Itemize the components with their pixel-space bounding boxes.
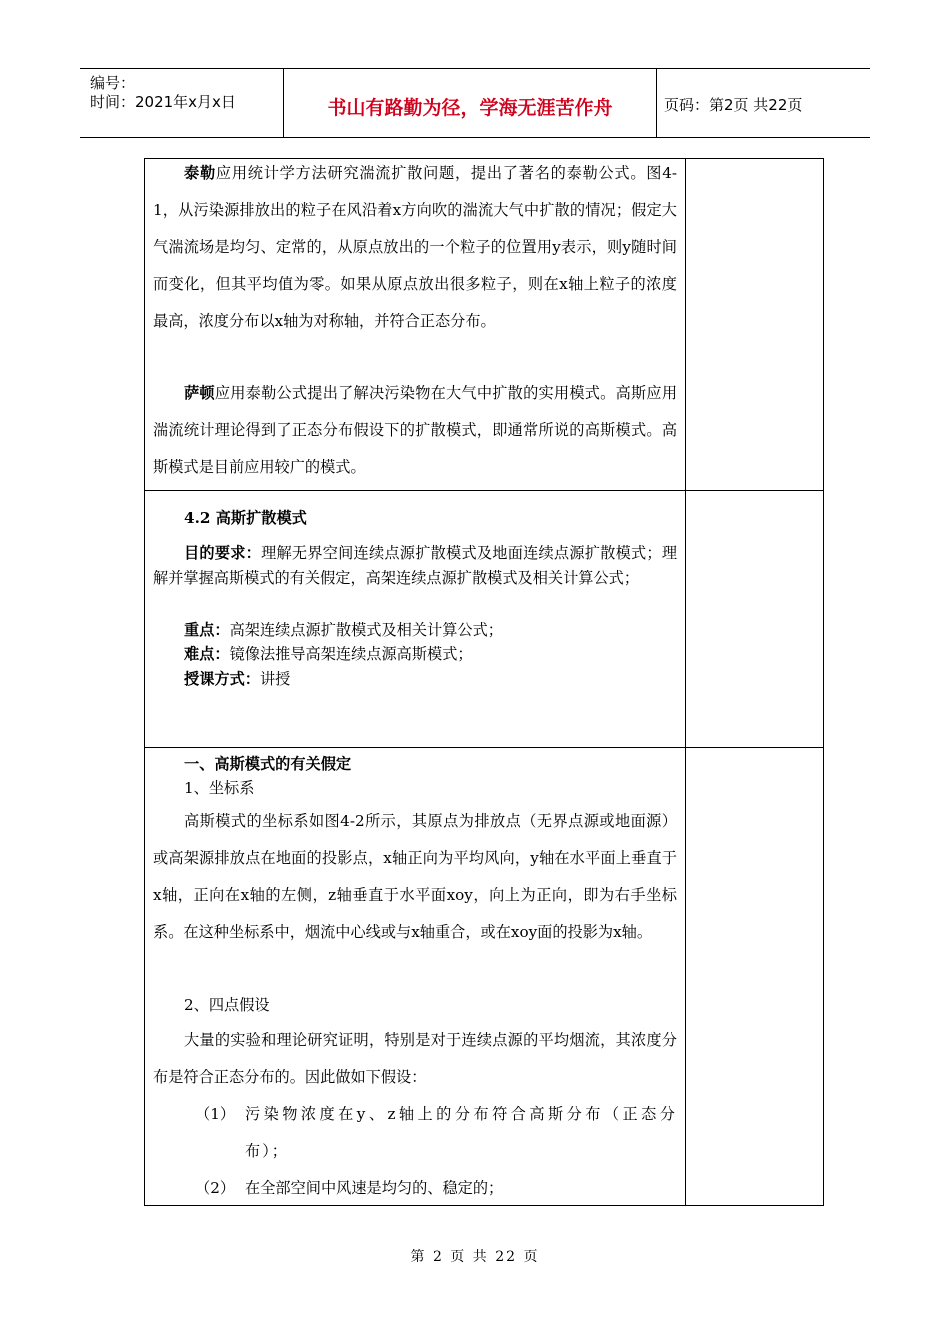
item-text: 污染物浓度在y、z轴上的分布符合高斯分布（正态分布）； (245, 1105, 677, 1160)
code-label: 编号： (90, 74, 136, 92)
paragraph-sutton: 萨顿应用泰勒公式提出了解决污染物在大气中扩散的实用模式。高斯应用湍流统计理论得到了正态分布假设下的扩散模式，即通常所说的高斯模式。高斯模式是目前应用较广的模式。 (153, 384, 678, 476)
key-point: 重点：高架连续点源扩散模式及相关计算公式； (184, 621, 503, 639)
paragraph-taylor: 泰勒应用统计学方法研究湍流扩散问题，提出了著名的泰勒公式。图4-1，从污染源排放出的粒子在风沿着x方向吹的湍流大气中扩散的情况；假定大气湍流场是均匀、定常的，从原点放出的一个粒子的位置用y表示，则y随时间而变化，但其平均值为零。如果从原点放出很多粒子，则在x轴上粒子的浓度最高，浓度分布以x轴为对称轴，并符合正态分布。 (153, 164, 678, 330)
motto: 书山有路勤为径，学海无涯苦作舟 (327, 97, 613, 119)
page-footer: 第 2 页 共 22 页 (410, 1249, 540, 1265)
paragraph-coordinates: 高斯模式的坐标系如图4-2所示，其原点为排放点（无界点源或地面源）或高架源排放点在地面的投影点，x轴正向为平均风向，y轴在水平面上垂直于x轴，正向在x轴的左侧，z轴垂直于水平面xoy，向上为正向，即为右手坐标系。在这种坐标系中，烟流中心线或与x轴重合，或在xoy面的投影为x轴。 (153, 812, 677, 941)
header-info-cell (80, 69, 284, 137)
content-table (144, 158, 824, 1206)
section-title: 4.2 高斯扩散模式 (184, 509, 307, 527)
teaching-method: 授课方式：讲授 (184, 670, 291, 688)
difficult-point: 难点：镜像法推导高架连续点源高斯模式； (184, 645, 473, 663)
row-divider (145, 747, 823, 748)
time-label: 时间：2021年x月x日 (90, 93, 236, 111)
section-heading: 一、高斯模式的有关假定 (184, 755, 352, 773)
page-number-label: 页码：第2页 共22页 (664, 96, 803, 114)
paragraph-assumptions: 大量的实验和理论研究证明，特别是对于连续点源的平均烟流，其浓度分布是符合正态分布的。因此做如下假设： (153, 1031, 677, 1086)
header-motto-cell (284, 69, 657, 137)
page-header (80, 68, 870, 138)
row-divider (145, 490, 823, 491)
item-number: （1） (195, 1105, 236, 1123)
item-text: 在全部空间中风速是均匀的、稳定的； (245, 1179, 504, 1197)
subheading-assumptions: 2、四点假设 (184, 996, 270, 1014)
item-number: （2） (195, 1179, 236, 1197)
subheading-coordinates: 1、坐标系 (184, 779, 255, 797)
requirements-paragraph: 目的要求：理解无界空间连续点源扩散模式及地面连续点源扩散模式；理解并掌握高斯模式的有关假定，高架连续点源扩散模式及相关计算公式； (153, 544, 678, 587)
column-divider (685, 159, 686, 1205)
